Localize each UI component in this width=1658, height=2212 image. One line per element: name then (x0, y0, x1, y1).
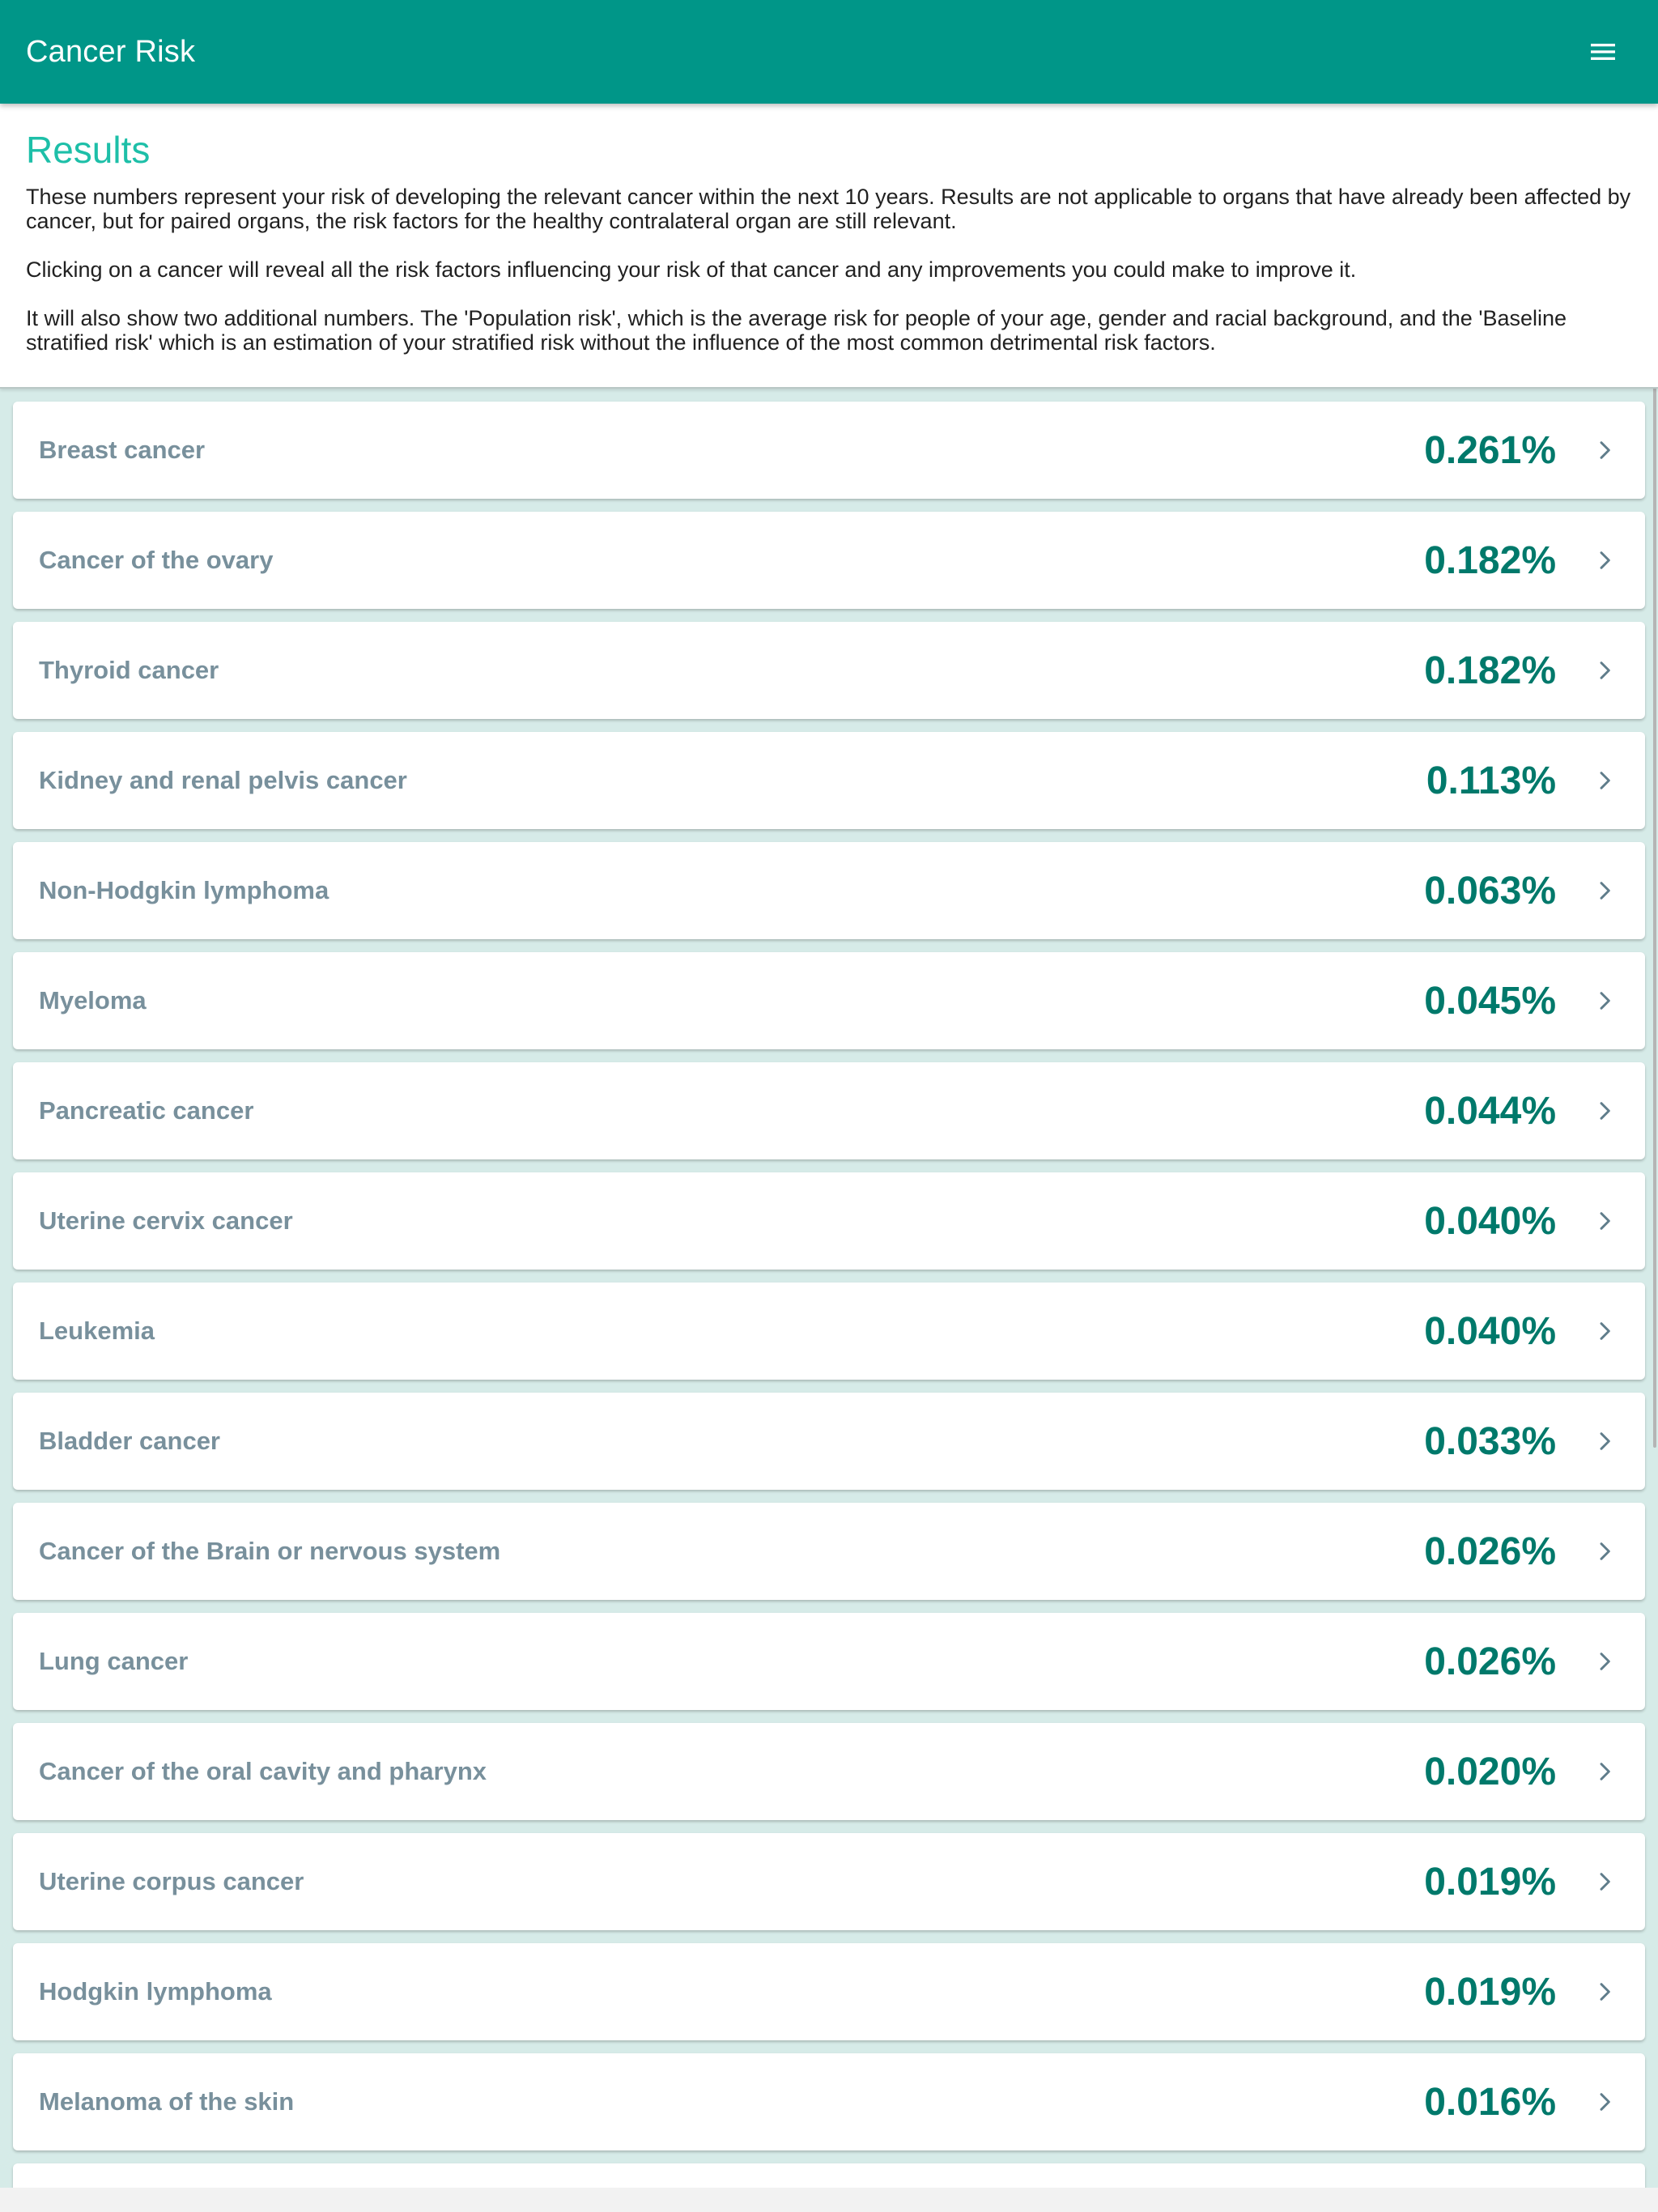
chevron-right-icon (1590, 1647, 1619, 1676)
cancer-name: Leukemia (39, 1317, 155, 1345)
cancer-result-row[interactable] (13, 1943, 1645, 2040)
risk-value: 0.033% (1424, 1419, 1556, 1463)
chevron-right-icon (1590, 876, 1619, 905)
risk-value: 0.044% (1424, 1089, 1556, 1133)
chevron-right-icon (1590, 1537, 1619, 1566)
risk-value: 0.261% (1424, 428, 1556, 472)
cancer-name: Melanoma of the skin (39, 2087, 295, 2116)
scrollbar[interactable] (1652, 104, 1658, 2188)
cancer-name: Non-Hodgkin lymphoma (39, 876, 329, 904)
intro-paragraph-1: These numbers represent your risk of developing the relevant cancer within the next 10 years. Results are not applicable to organs that have already been affected by cancer, but for paired organs, the risk factors for the healthy contralateral organ are still relevant. (26, 185, 1631, 233)
cancer-result-row[interactable] (13, 402, 1645, 499)
cancer-result-row[interactable] (13, 1172, 1645, 1270)
chevron-right-icon (1590, 1757, 1619, 1786)
risk-value: 0.063% (1424, 869, 1556, 912)
app-title: Cancer Risk (26, 34, 196, 69)
cancer-result-row[interactable] (13, 1283, 1645, 1380)
risk-value: 0.026% (1424, 1640, 1556, 1683)
cancer-name: Bladder cancer (39, 1427, 220, 1455)
cancer-result-row[interactable] (13, 1062, 1645, 1159)
cancer-name: Lung cancer (39, 1647, 189, 1675)
chevron-right-icon (1590, 1317, 1619, 1346)
chevron-right-icon (1590, 2087, 1619, 2116)
chevron-right-icon (1590, 766, 1619, 795)
risk-value: 0.113% (1426, 759, 1556, 802)
menu-button[interactable] (1574, 23, 1632, 81)
risk-value: 0.026% (1424, 1529, 1556, 1573)
chevron-right-icon (1590, 656, 1619, 685)
cancer-result-row[interactable] (13, 512, 1645, 609)
cancer-result-row[interactable] (13, 732, 1645, 829)
cancer-result-row[interactable] (13, 2163, 1645, 2188)
intro-paragraph-2: Clicking on a cancer will reveal all the risk factors influencing your risk of that cancer and any improvements you could make to improve it. (26, 257, 1357, 282)
cancer-name: Uterine corpus cancer (39, 1867, 304, 1895)
chevron-right-icon (1590, 1977, 1619, 2006)
cancer-result-row[interactable] (13, 1833, 1645, 1930)
risk-value: 0.040% (1424, 1199, 1556, 1243)
risk-value: 0.040% (1424, 1309, 1556, 1353)
chevron-right-icon (1590, 1867, 1619, 1896)
cancer-result-row[interactable] (13, 952, 1645, 1049)
cancer-name: Cancer of the Brain or nervous system (39, 1537, 501, 1565)
chevron-right-icon (1590, 1427, 1619, 1456)
risk-value: 0.182% (1424, 538, 1556, 582)
risk-value: 0.019% (1424, 1860, 1556, 1904)
results-intro (0, 104, 1658, 389)
risk-value: 0.020% (1424, 1750, 1556, 1793)
cancer-name: Breast cancer (39, 436, 206, 464)
cancer-name: Cancer of the ovary (39, 546, 274, 574)
risk-value: 0.019% (1424, 1970, 1556, 2014)
cancer-result-row[interactable] (13, 1393, 1645, 1490)
results-heading: Results (26, 129, 151, 171)
cancer-name: Hodgkin lymphoma (39, 1977, 272, 2006)
chevron-right-icon (1590, 436, 1619, 465)
cancer-results-list (0, 389, 1658, 2188)
bottom-edge (0, 2188, 1658, 2212)
cancer-name: Kidney and renal pelvis cancer (39, 766, 407, 794)
risk-value: 0.016% (1424, 2080, 1556, 2124)
cancer-result-row[interactable] (13, 842, 1645, 939)
cancer-name: Pancreatic cancer (39, 1096, 254, 1125)
cancer-result-row[interactable] (13, 2053, 1645, 2150)
risk-value: 0.045% (1424, 979, 1556, 1023)
chevron-right-icon (1590, 986, 1619, 1015)
chevron-right-icon (1590, 1206, 1619, 1236)
cancer-result-row[interactable] (13, 1503, 1645, 1600)
cancer-name: Myeloma (39, 986, 147, 1015)
chevron-right-icon (1590, 1096, 1619, 1125)
cancer-name: Uterine cervix cancer (39, 1206, 293, 1235)
app-bar (0, 0, 1658, 104)
cancer-name: Cancer of the oral cavity and pharynx (39, 1757, 487, 1785)
cancer-result-row[interactable] (13, 622, 1645, 719)
menu-icon (1587, 36, 1619, 68)
risk-value: 0.182% (1424, 649, 1556, 692)
cancer-result-row[interactable] (13, 1723, 1645, 1820)
cancer-result-row[interactable] (13, 1613, 1645, 1710)
cancer-name: Thyroid cancer (39, 656, 219, 684)
intro-paragraph-3: It will also show two additional numbers. The 'Population risk', which is the average risk for people of your age, gender and racial background, and the 'Baseline stratified risk' which is an estimation of your stratified risk without the influence of the most common detrimental risk factors. (26, 306, 1567, 355)
chevron-right-icon (1590, 546, 1619, 575)
